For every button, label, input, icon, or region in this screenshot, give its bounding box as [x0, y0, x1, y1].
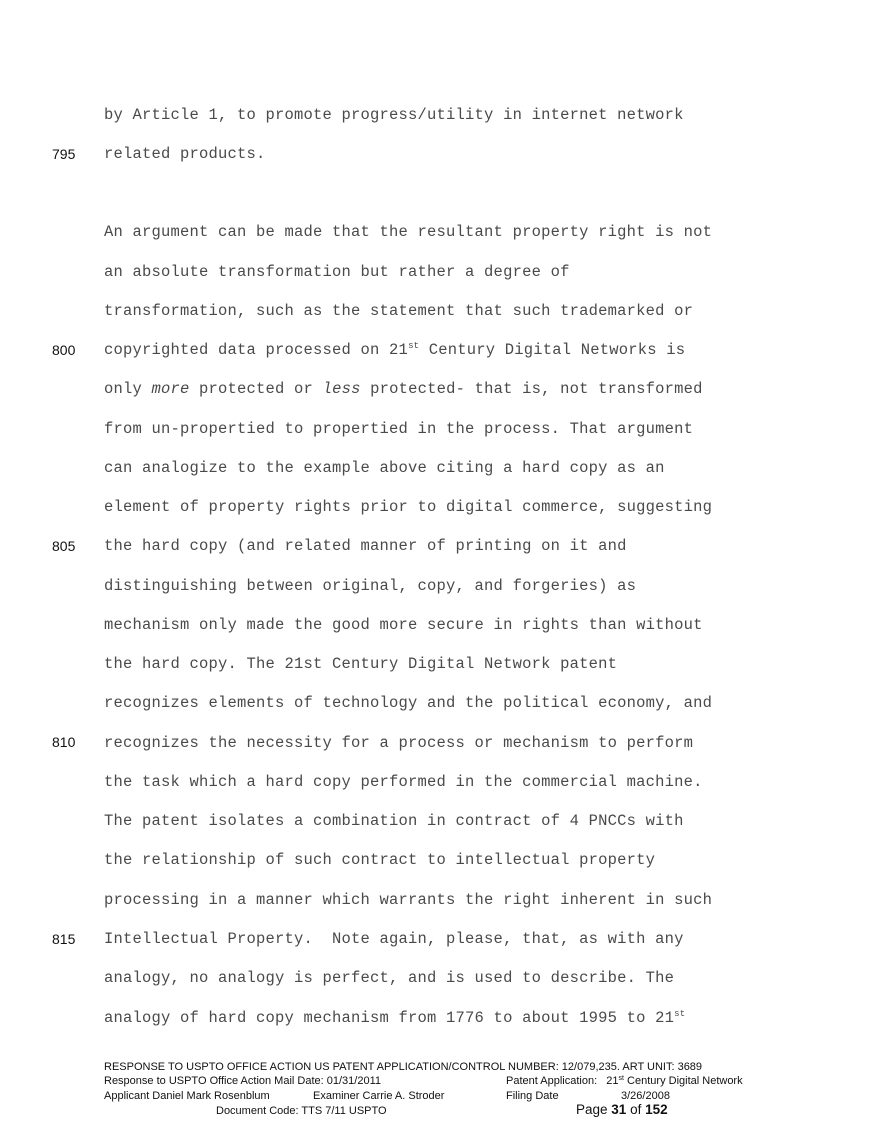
footer-document-code: Document Code: TTS 7/11 USPTO — [216, 1105, 387, 1117]
text-line: related products. — [104, 145, 266, 163]
line-number: 810 — [52, 734, 76, 750]
text-line: recognizes elements of technology and the political economy, and — [104, 694, 713, 712]
text-line: processing in a manner which warrants the right inherent in such — [104, 891, 713, 909]
text-line: analogy, no analogy is perfect, and is used to describe. The — [104, 969, 675, 987]
footer-page-number: Page 31 of 152 — [576, 1102, 668, 1117]
text-line: analogy of hard copy mechanism from 1776 to about 1995 to 21st — [104, 1009, 686, 1027]
footer-filing-label: Filing Date — [506, 1090, 559, 1102]
text-line: only more protected or less protected- that is, not transformed — [104, 380, 703, 398]
text-line: can analogize to the example above citing a hard copy as an — [104, 459, 665, 477]
line-number: 795 — [52, 146, 76, 162]
text-line: the task which a hard copy performed in the commercial machine. — [104, 773, 703, 791]
line-number: 805 — [52, 538, 76, 554]
line-number: 815 — [52, 931, 76, 947]
text-line: The patent isolates a combination in contract of 4 PNCCs with — [104, 812, 684, 830]
footer-filing-date: 3/26/2008 — [621, 1090, 670, 1102]
text-line: distinguishing between original, copy, and forgeries) as — [104, 577, 637, 595]
footer-patent-application: Patent Application: 21st Century Digital Network — [506, 1075, 743, 1087]
text-line: an absolute transformation but rather a degree of — [104, 263, 570, 281]
text-line: An argument can be made that the resultant property right is not — [104, 223, 713, 241]
line-number: 800 — [52, 342, 76, 358]
text-line: from un-propertied to propertied in the process. That argument — [104, 420, 694, 438]
text-line: the relationship of such contract to intellectual property — [104, 851, 656, 869]
footer-applicant: Applicant Daniel Mark Rosenblum — [104, 1090, 270, 1102]
text-line: the hard copy. The 21st Century Digital Network patent — [104, 655, 618, 673]
text-line: copyrighted data processed on 21st Century Digital Networks is — [104, 341, 686, 359]
footer-examiner: Examiner Carrie A. Stroder — [313, 1090, 445, 1102]
footer-application-line: RESPONSE TO USPTO OFFICE ACTION US PATENT APPLICATION/CONTROL NUMBER: 12/079,235. ART UNIT: 3689 — [104, 1061, 703, 1073]
footer-mail-date: Response to USPTO Office Action Mail Date: 01/31/2011 — [104, 1075, 381, 1087]
text-line: by Article 1, to promote progress/utility in internet network — [104, 106, 684, 124]
text-line: Intellectual Property. Note again, please, that, as with any — [104, 930, 684, 948]
text-line: the hard copy (and related manner of printing on it and — [104, 537, 627, 555]
text-line: recognizes the necessity for a process or mechanism to perform — [104, 734, 694, 752]
text-line: element of property rights prior to digital commerce, suggesting — [104, 498, 713, 516]
text-line: transformation, such as the statement that such trademarked or — [104, 302, 694, 320]
text-line: mechanism only made the good more secure in rights than without — [104, 616, 703, 634]
